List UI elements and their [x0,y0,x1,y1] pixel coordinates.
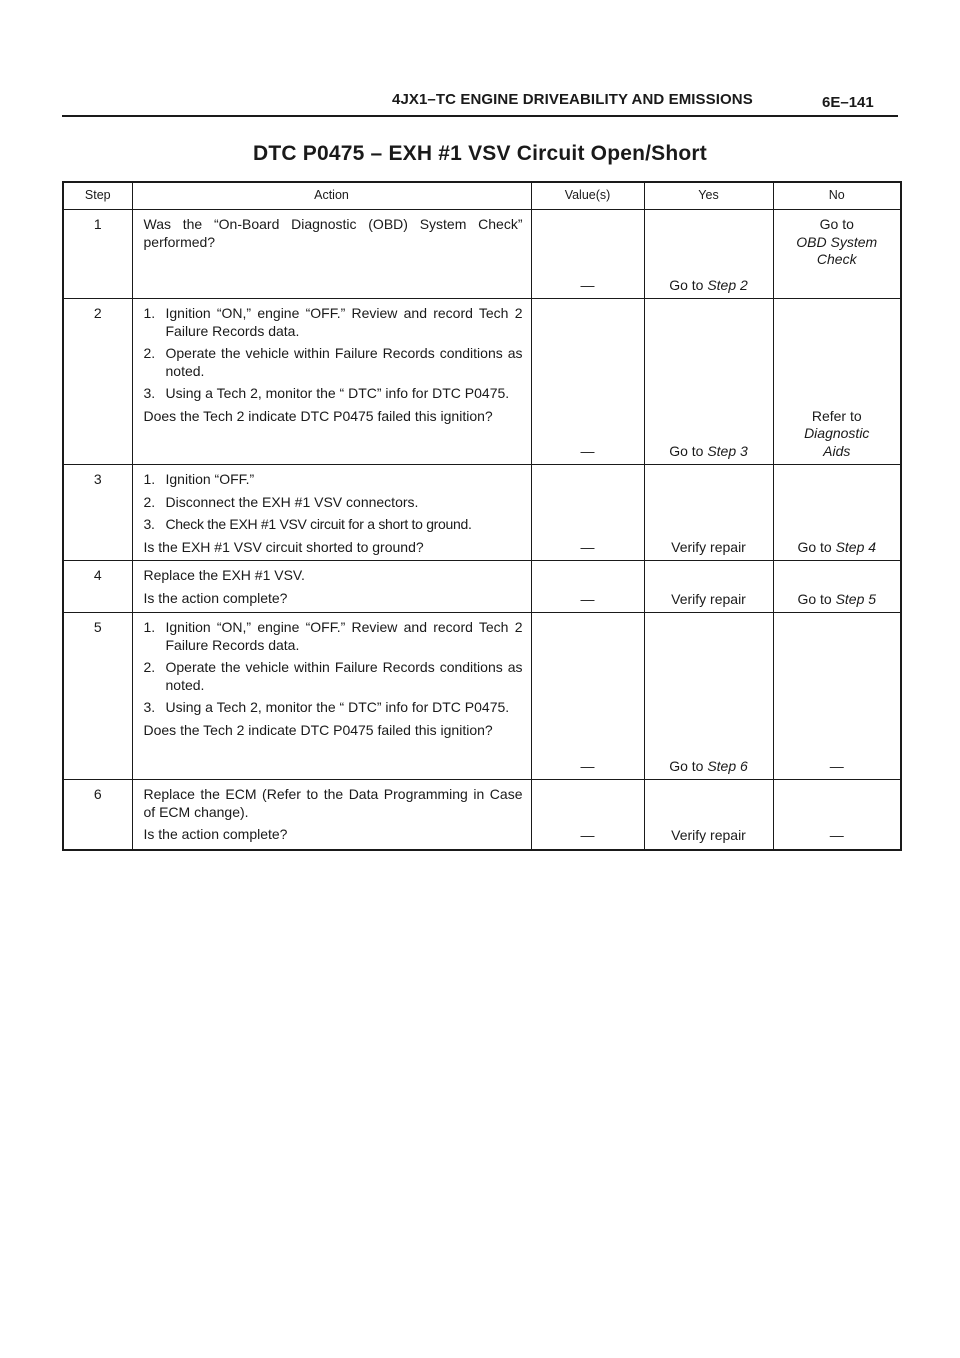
action-cell [132,561,531,613]
step-number: 1 [63,210,132,299]
yes-link[interactable]: Step 2 [707,276,748,293]
no-link[interactable]: Step 5 [835,590,877,607]
yes-cell [644,210,773,299]
value-cell: — [531,210,644,299]
table-row [63,780,901,850]
value-cell: — [531,299,644,465]
value-cell: — [531,780,644,850]
no-link[interactable]: Step 4 [835,538,877,555]
no-text: Go to [819,216,854,232]
step-number: 2 [63,299,132,465]
section-title: 4JX1–TC ENGINE DRIVEABILITY AND EMISSIONS [392,91,753,108]
yes-cell [644,299,773,465]
action-cell [132,613,531,780]
column-header-no: No [773,182,901,210]
page-number: 6E–141 [822,94,874,111]
action-question: Was the “On-Board Diagnostic (OBD) System Check” performed? [143,216,523,250]
yes-cell [644,465,773,561]
yes-text: Verify repair [671,590,746,607]
no-text: Go to [797,590,836,607]
column-header-values: Value(s) [531,182,644,210]
action-lead: Replace the EXH #1 VSV. [143,567,305,583]
table-row [63,465,901,561]
yes-text: Go to [669,276,708,293]
yes-link[interactable]: Step 3 [707,442,748,459]
table-row [63,299,901,465]
yes-text: Go to [669,442,708,459]
no-cell [773,465,901,561]
value-cell: — [531,465,644,561]
action-item: 3. Using a Tech 2, monitor the “ DTC” info for DTC P0475. [143,385,510,401]
action-item: 2. Operate the vehicle within Failure Records conditions as noted. [143,659,523,693]
step-number: 4 [63,561,132,613]
action-cell [132,299,531,465]
diagnostic-table [62,181,902,851]
column-header-step: Step [63,182,132,210]
column-header-yes: Yes [644,182,773,210]
table-row [63,613,901,780]
no-cell [773,561,901,613]
action-item: 1. Ignition “ON,” engine “OFF.” Review and record Tech 2 Failure Records data. [143,305,523,339]
no-cell: — [773,780,901,850]
table-row [63,561,901,613]
yes-text: Verify repair [671,827,746,843]
action-question: Is the action complete? [143,826,288,842]
action-item: 1. Ignition “OFF.” [143,471,255,487]
page-title: DTC P0475 – EXH #1 VSV Circuit Open/Short [253,142,707,165]
no-text: Refer to [811,407,862,424]
step-number: 5 [63,613,132,780]
column-header-action: Action [132,182,531,210]
value-cell: — [531,613,644,780]
action-question: Is the EXH #1 VSV circuit shorted to ground? [143,538,424,555]
action-cell [132,210,531,299]
table-header-row [63,182,901,210]
no-cell [773,210,901,299]
action-item: 3. Using a Tech 2, monitor the “ DTC” info for DTC P0475. [143,699,510,715]
no-cell [773,299,901,465]
yes-cell [644,780,773,850]
header-rule [62,115,898,117]
step-number: 3 [63,465,132,561]
step-number: 6 [63,780,132,850]
action-cell [132,780,531,850]
table-row [63,210,901,299]
action-question: Does the Tech 2 indicate DTC P0475 failed this ignition? [143,407,493,424]
action-question: Is the action complete? [143,589,288,606]
no-link[interactable]: OBD System Check [796,233,878,267]
value-cell: — [531,561,644,613]
yes-cell [644,561,773,613]
yes-text: Verify repair [671,538,746,555]
action-item: 3. Check the EXH #1 VSV circuit for a short to ground. [143,516,472,532]
yes-link[interactable]: Step 6 [707,757,748,774]
yes-cell [644,613,773,780]
action-lead: Replace the ECM (Refer to the Data Programming in Case of ECM change). [143,786,523,820]
action-item: 2. Disconnect the EXH #1 VSV connectors. [143,493,419,510]
no-cell: — [773,613,901,780]
no-link[interactable]: Diagnostic Aids [804,425,870,459]
action-item: 2. Operate the vehicle within Failure Records conditions as noted. [143,345,523,379]
no-text: Go to [797,538,836,555]
yes-text: Go to [669,757,708,774]
action-question: Does the Tech 2 indicate DTC P0475 failed this ignition? [143,721,493,738]
action-cell [132,465,531,561]
action-item: 1. Ignition “ON,” engine “OFF.” Review and record Tech 2 Failure Records data. [143,619,523,653]
